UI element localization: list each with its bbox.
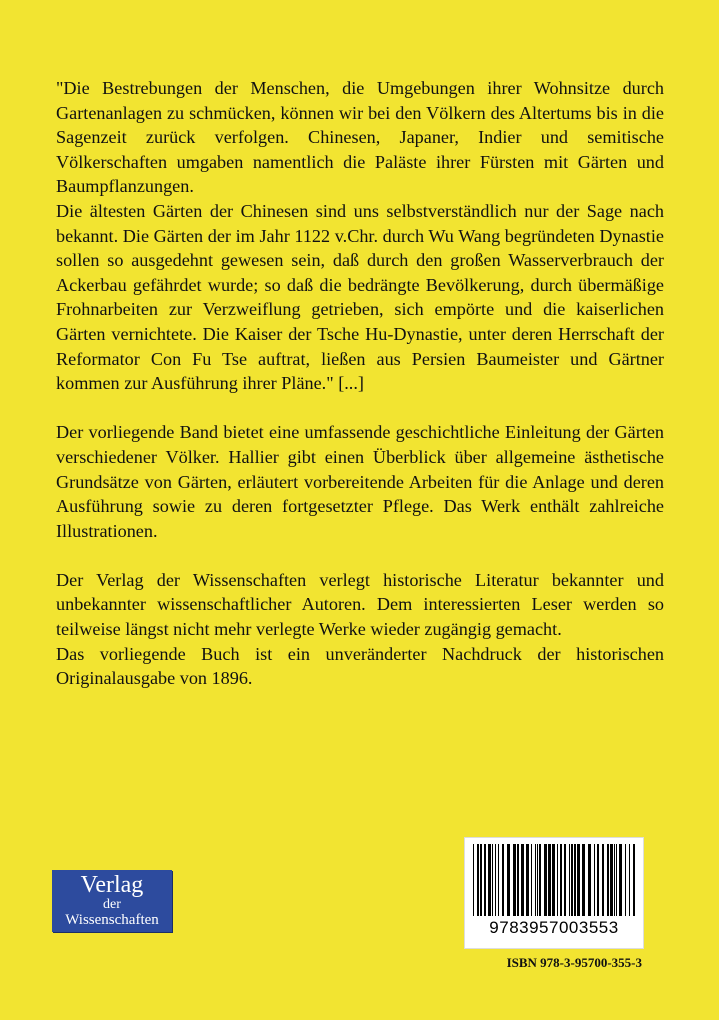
barcode-bar (517, 844, 519, 916)
barcode-bar (537, 844, 538, 916)
barcode-bar (480, 844, 482, 916)
barcode (464, 837, 644, 949)
isbn-label: ISBN 978-3-95700-355-3 (506, 955, 642, 970)
quote-paragraph-1: "Die Bestrebungen der Menschen, die Umgebungen ihrer Wohnsitze durch Gartenanlagen zu schmücken, können wir bei den Völkern des Altertums bis in die Sagenzeit zurück verfolgen. Chinesen, Japaner, Indier und semitische Völkerschaften umgaben namentlich die Paläste ihrer Fürsten mit Gärten und Baumpflanzungen. (56, 78, 664, 197)
publisher-logo (52, 870, 172, 932)
barcode-bar (607, 844, 609, 916)
barcode-bar (548, 844, 551, 916)
barcode-bars (473, 844, 635, 916)
barcode-bar (614, 844, 615, 916)
barcode-bar (574, 844, 576, 916)
barcode-bar (492, 844, 493, 916)
logo-line-3: Wissenschaften (65, 912, 159, 928)
logo-line-2: der (103, 897, 121, 912)
barcode-bar (633, 844, 635, 916)
barcode-bar (610, 844, 613, 916)
barcode-bar (526, 844, 529, 916)
barcode-bar (488, 844, 491, 916)
barcode-bar (629, 844, 630, 916)
barcode-bar (597, 844, 599, 916)
quote-paragraph-2: Die ältesten Gärten der Chinesen sind uns selbstverständlich nur der Sage nach bekannt. Die Gärten der im Jahr 1122 v.Chr. durch Wu Wang begründeten Dynastie sollen so ausgedehnt gewesen sein, daß durch den großen Wasserverbrauch der Ackerbau gefährdet wurde; so daß die bedrängte Bevölkerung, durch übermäßige Frohnarbeiten zur Verzweiflung getrieben, sich empörte und die kaiserlichen Gärten vernichtete. Die Kaiser der Tsche Hu-Dynastie, unter deren Herrschaft der Reformator Con Fu Tse auftrat, ließen aus Persien Baumeister und Gärtner kommen zur Ausführung ihrer Pläne." [...] (56, 200, 664, 394)
reprint-paragraph: Das vorliegende Buch ist ein unveränderter Nachdruck der historischen Originalausgabe von 1896. (56, 643, 664, 689)
barcode-bar (535, 844, 536, 916)
barcode-bar (602, 844, 604, 916)
description-paragraph: Der vorliegende Band bietet eine umfassende geschichtliche Einleitung der Gärten verschiedener Völker. Hallier gibt einen Überblick über allgemeine ästhetische Grundsätze von Gärten, erläutert vorbereitende Arbeiten für die Anlage und deren Ausführung sowie zu deren fortgesetzter Pflege. Das Werk enthält zahlreiche Illustrationen. (56, 422, 664, 541)
barcode-bar (571, 844, 573, 916)
barcode-bar (498, 844, 499, 916)
barcode-bar (544, 844, 547, 916)
publisher-paragraph: Der Verlag der Wissenschaften verlegt historische Literatur bekannter und unbekannter wissenschaftlicher Autoren. Dem interessierten Leser werden so teilweise längst nicht mehr verlegte Werke wieder zugängig gemacht. (56, 569, 664, 640)
barcode-bar (473, 844, 474, 916)
barcode-bar (588, 844, 591, 916)
barcode-bar (594, 844, 595, 916)
barcode-bar (569, 844, 570, 916)
barcode-bar (564, 844, 566, 916)
barcode-number: 9783957003553 (489, 918, 619, 937)
back-cover-text (56, 76, 664, 691)
barcode-bar (625, 844, 626, 916)
barcode-bar (582, 844, 585, 916)
barcode-bar (507, 844, 510, 916)
barcode-bar (484, 844, 486, 916)
barcode-bar (557, 844, 558, 916)
barcode-bar (521, 844, 524, 916)
barcode-bar (477, 844, 479, 916)
barcode-bar (502, 844, 504, 916)
barcode-bar (531, 844, 532, 916)
logo-line-1: Verlag (80, 872, 144, 898)
barcode-bar (552, 844, 555, 916)
barcode-bar (539, 844, 541, 916)
barcode-bar (560, 844, 562, 916)
barcode-bar (577, 844, 580, 916)
barcode-bar (513, 844, 516, 916)
barcode-bar (616, 844, 617, 916)
barcode-bar (495, 844, 496, 916)
barcode-bar (619, 844, 622, 916)
